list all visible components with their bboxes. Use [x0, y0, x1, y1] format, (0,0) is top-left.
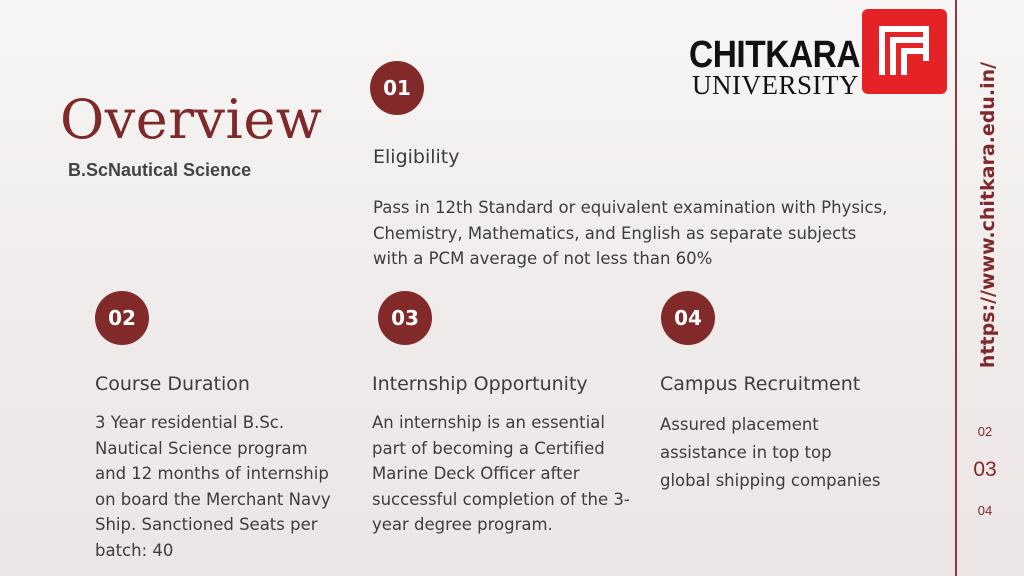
body-line: with a PCM average of not less than 60%: [373, 249, 713, 268]
page-nav-next[interactable]: 04: [977, 503, 993, 518]
page-subtitle: B.ScNautical Science: [68, 160, 252, 180]
body-line: Chemistry, Mathematics, and English as separate subjects: [373, 223, 857, 243]
section-number-badge: 03: [378, 291, 432, 345]
body-line: part of becoming a Certified: [372, 438, 605, 458]
body-line: year degree program.: [372, 515, 553, 534]
body-line: successful completion of the 3-: [372, 489, 630, 509]
body-line: global shipping companies: [660, 471, 881, 490]
section-body-campus-recruitment: [660, 411, 940, 495]
vertical-divider: [955, 0, 957, 576]
body-line: An internship is an essential: [372, 413, 605, 432]
body-line: assistance in top top: [660, 443, 832, 462]
section-number-badge: 01: [370, 61, 424, 115]
section-body-course-duration: [95, 410, 355, 563]
body-line: Marine Deck Officer after: [372, 464, 580, 483]
website-url[interactable]: https://www.chitkara.edu.in/: [977, 61, 999, 369]
body-line: batch: 40: [95, 540, 174, 560]
body-line: on board the Merchant Navy: [95, 489, 331, 509]
section-heading-campus-recruitment: Campus Recruitment: [660, 373, 861, 395]
body-line: 3 Year residential B.Sc.: [95, 413, 285, 432]
page-nav-previous[interactable]: 02: [977, 424, 993, 439]
section-body-internship: [372, 410, 652, 538]
body-line: Assured placement: [660, 415, 819, 434]
logo-mark-icon: [862, 9, 947, 94]
body-line: and 12 months of internship: [95, 464, 329, 483]
body-line: Nautical Science program: [95, 438, 308, 458]
section-heading-eligibility: Eligibility: [373, 146, 460, 168]
page-nav-current: 03: [973, 458, 997, 481]
section-heading-course-duration: Course Duration: [95, 373, 250, 395]
section-number-badge: 04: [661, 291, 715, 345]
section-body-eligibility: [373, 195, 953, 272]
logo-wordmark: CHITKARA: [689, 34, 861, 76]
logo-subtitle: UNIVERSITY: [692, 70, 859, 100]
body-line: Ship. Sanctioned Seats per: [95, 515, 318, 534]
page-title: Overview: [60, 88, 323, 151]
body-line: Pass in 12th Standard or equivalent examination with Physics,: [373, 198, 888, 217]
section-heading-internship: Internship Opportunity: [372, 373, 588, 395]
logo-mark-glyph: [862, 9, 947, 94]
section-number-badge: 02: [95, 291, 149, 345]
